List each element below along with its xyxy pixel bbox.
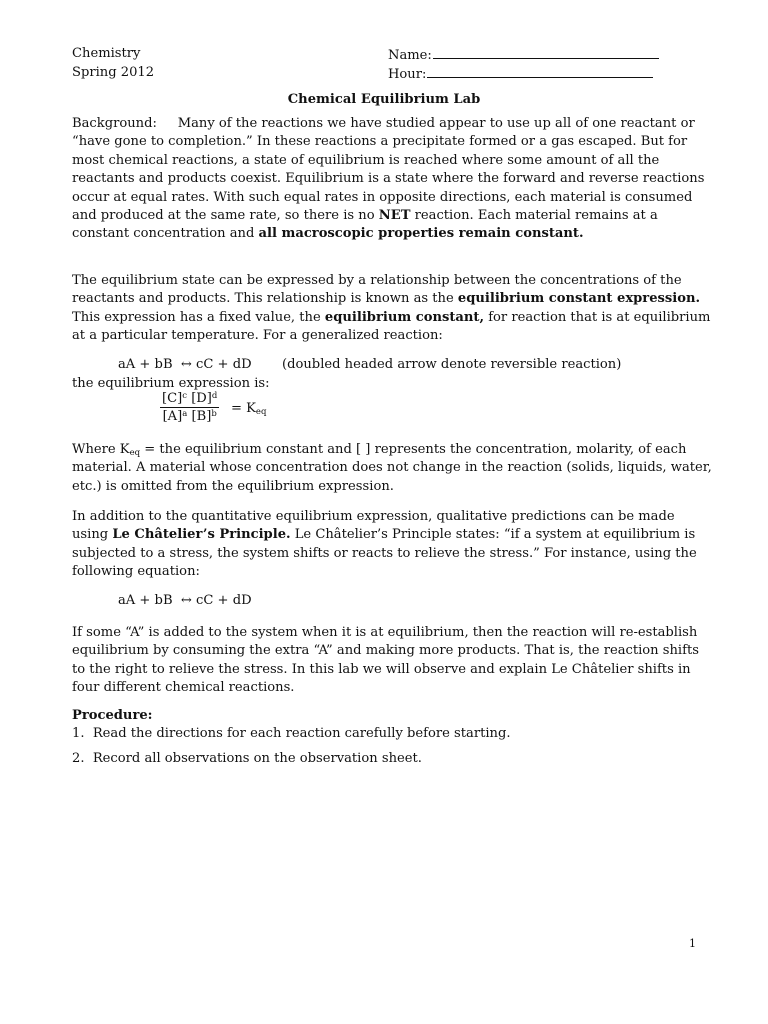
- net-emphasis: NET: [378, 208, 411, 224]
- procedure-heading: Procedure:: [72, 708, 153, 723]
- products: cC + dD: [196, 357, 252, 372]
- procedure-step-1: [72, 725, 511, 743]
- background-text-1: Many of the reactions we have studied appear to use up all of one reactant or “have gone to completion.” In these reactions a precipitate formed or a gas escaped. But for most chemical reactions, a state of equilibrium is reached where some amount of all the reactants and products coexist. Equilibrium is a state where the forward and reverse reactions occur at equal rates. With such equal rates in opposite directions, each material is consumed and produced at the same rate, so there is no: [72, 116, 705, 224]
- reversible-arrow: ↔: [180, 357, 192, 372]
- conc-c: [C]: [162, 391, 183, 406]
- hour-label: Hour:: [388, 67, 427, 82]
- name-blank-line[interactable]: [433, 45, 659, 59]
- products-2: cC + dD: [196, 593, 252, 608]
- reactants-2: aA + bB: [118, 593, 173, 608]
- hour-field[interactable]: [388, 64, 653, 84]
- exp-a: a: [182, 409, 188, 419]
- equals-k: = K: [231, 401, 256, 416]
- background-text-2: reaction. Each material remains at a constant concentration and: [72, 208, 658, 242]
- hour-blank-line[interactable]: [427, 64, 653, 78]
- equilibrium-constant-expression-term: equilibrium constant expression.: [457, 291, 701, 307]
- keq-definition-paragraph: [72, 441, 712, 496]
- para4-text-1: In addition to the quantitative equilibrium expression, qualitative predictions can be made using: [72, 509, 675, 543]
- step-2-text: Record all observations on the observation sheet.: [92, 751, 422, 766]
- step-1-number: 1.: [72, 726, 85, 741]
- term-label: Spring 2012: [72, 65, 155, 80]
- le-chatelier-paragraph: [72, 508, 712, 582]
- page-title: Chemical Equilibrium Lab: [287, 92, 481, 107]
- exp-b: b: [211, 409, 217, 419]
- step-1-text: Read the directions for each reaction carefully before starting.: [92, 726, 511, 741]
- le-chatelier-term: Le Châtelier’s Principle.: [112, 527, 291, 543]
- conc-a: [A]: [162, 409, 183, 424]
- para2-text-3: for reaction that is at equilibrium at a particular temperature. For a generalized reaction:: [72, 309, 711, 344]
- reactants: aA + bB: [118, 357, 173, 372]
- fraction-numerator: [160, 390, 219, 408]
- step-2-number: 2.: [72, 751, 85, 766]
- exp-d: d: [211, 391, 218, 401]
- para2-text-1: The equilibrium state can be expressed by a relationship between the concentrations of the reactants and products. This relationship is known as the: [72, 273, 682, 307]
- name-field[interactable]: [388, 45, 659, 65]
- para3-subscript: eq: [129, 448, 141, 458]
- procedure-step-2: [72, 750, 422, 768]
- background-paragraph: [72, 115, 712, 244]
- course-label: Chemistry: [72, 46, 141, 61]
- fraction-denominator: [160, 408, 219, 425]
- shift-explanation-paragraph: If some “A” is added to the system when it is at equilibrium, then the reaction will re-establish equilibrium by consuming the extra “A” and making more products. That is, the reaction shifts to the right to relieve the stress. In this lab we will observe and explain Le Châtelier shifts in four different chemical reactions.: [72, 625, 699, 696]
- equilibrium-constant-term: equilibrium constant,: [324, 309, 485, 325]
- para3-text-1: Where K: [72, 442, 130, 457]
- reversible-arrow-2: ↔: [180, 593, 192, 608]
- macroscopic-emphasis: all macroscopic properties remain constant.: [258, 226, 584, 242]
- exp-c: c: [182, 391, 188, 401]
- conc-b: [B]: [191, 409, 212, 424]
- example-reaction-equation: [118, 592, 252, 610]
- arrow-note: (doubled headed arrow denote reversible reaction): [282, 357, 622, 372]
- general-reaction-equation: [118, 356, 252, 374]
- k-subscript: eq: [255, 407, 267, 417]
- page-number: 1: [689, 937, 696, 950]
- conc-d: [D]: [191, 391, 212, 406]
- keq-equals: [231, 400, 266, 418]
- para4-text-2: Le Châtelier’s Principle states: “if a system at equilibrium is subjected to a stress, the system shifts or reacts to relieve the stress.” For instance, using the following equation:: [72, 527, 697, 580]
- background-lead: Background:: [72, 116, 157, 131]
- equilibrium-state-paragraph: [72, 272, 712, 346]
- para2-text-2: This expression has a fixed value, the: [72, 309, 325, 325]
- expression-intro: the equilibrium expression is:: [72, 376, 270, 391]
- para3-text-2: = the equilibrium constant and [ ] represents the concentration, molarity, of each material. A material whose concentration does not change in the reaction (solids, liquids, water, etc.) is omitted from the equilibrium expression.: [72, 442, 712, 494]
- name-label: Name:: [388, 48, 432, 63]
- equilibrium-expression-fraction: [160, 390, 219, 425]
